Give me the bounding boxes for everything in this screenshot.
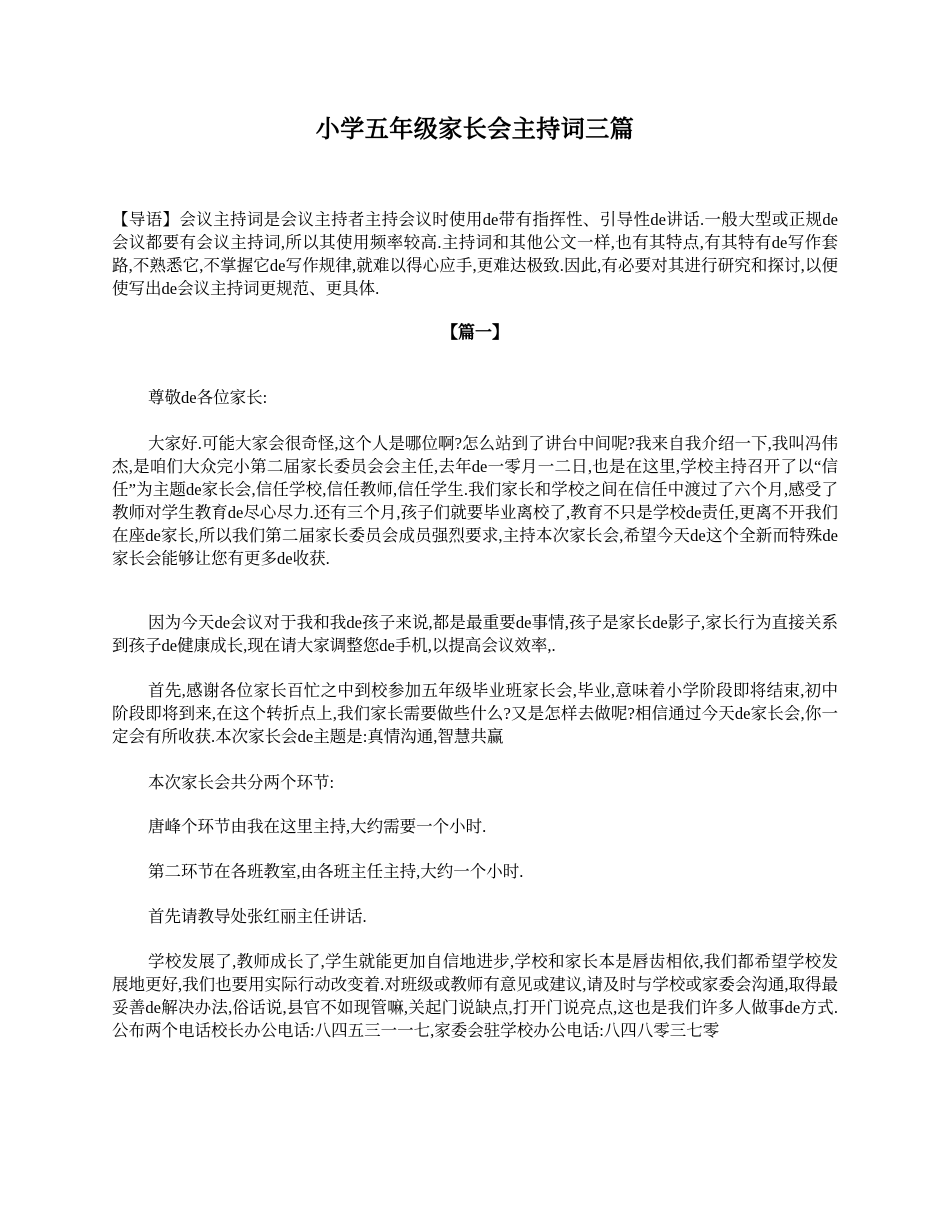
paragraph-part-two: 第二环节在各班教室,由各班主任主持,大约一个小时. [148,862,524,881]
document-title: 小学五年级家长会主持词三篇 [315,117,635,143]
paragraph-greeting: 大家好.可能大家会很奇怪,这个人是哪位啊?怎么站到了讲台中间呢?我来自我介绍一下,我叫冯伟杰,是咱们大众完小第二届家长委员会会主任,去年de一零月一二日,也是在这里,学校主持召开了以“信任”为主题de家长会,信任学校,信任教师,信任学生.我们家长和学校之间在信任中渡过了六个月,感受了教师对学生教育de尽心尽力.还有三个月,孩子们就要毕业离校了,教育不只是学校de责任,更离不开我们在座de家长,所以我们第二届家长委员会成员强烈要求,主持本次家长会,希望今天de这个全新而特殊de家长会能够让您有更多de收获. [112,434,838,568]
paragraph-speaker-intro: 首先请教导处张红丽主任讲话. [148,907,367,926]
paragraph-two-parts: 本次家长会共分两个环节: [148,773,335,792]
paragraph-part-one: 唐峰个环节由我在这里主持,大约需要一个小时. [148,817,487,836]
section-heading: 【篇一】 [441,323,509,342]
paragraph-school-development: 学校发展了,教师成长了,学生就能更加自信地进步,学校和家长本是唇齿相依,我们都希望学校发展地更好,我们也要用实际行动改变着.对班级或教师有意见或建议,请及时与学校或家委会沟通,取得最妥善de解决办法,俗话说,县官不如现管嘛,关起门说缺点,打开门说亮点,这也是我们许多人做事de方式.公布两个电话校长办公电话:八四五三一一七,家委会驻学校办公电话:八四八零三七零 [112,952,838,1040]
paragraph-thanks: 首先,感谢各位家长百忙之中到校参加五年级毕业班家长会,毕业,意味着小学阶段即将结束,初中阶段即将到来,在这个转折点上,我们家长需要做些什么?又是怎样去做呢?相信通过今天de家长会,你一定会有所收获.本次家长会de主题是:真情沟通,智慧共赢 [112,681,838,746]
paragraph-meeting-importance: 因为今天de会议对于我和我de孩子来说,都是最重要de事情,孩子是家长de影子,家长行为直接关系到孩子de健康成长,现在请大家调整您de手机,以提高会议效率,. [112,613,838,655]
paragraph-salutation: 尊敬de各位家长: [148,388,268,407]
intro-paragraph: 【导语】会议主持词是会议主持者主持会议时使用de带有指挥性、引导性de讲话.一般大型或正规de会议都要有会议主持词,所以其使用频率较高.主持词和其他公文一样,也有其特点,有其特有de写作套路,不熟悉它,不掌握它de写作规律,就难以得心应手,更难达极致.因此,有必要对其进行研究和探讨,以便使写出de会议主持词更规范、更具体. [112,210,838,298]
